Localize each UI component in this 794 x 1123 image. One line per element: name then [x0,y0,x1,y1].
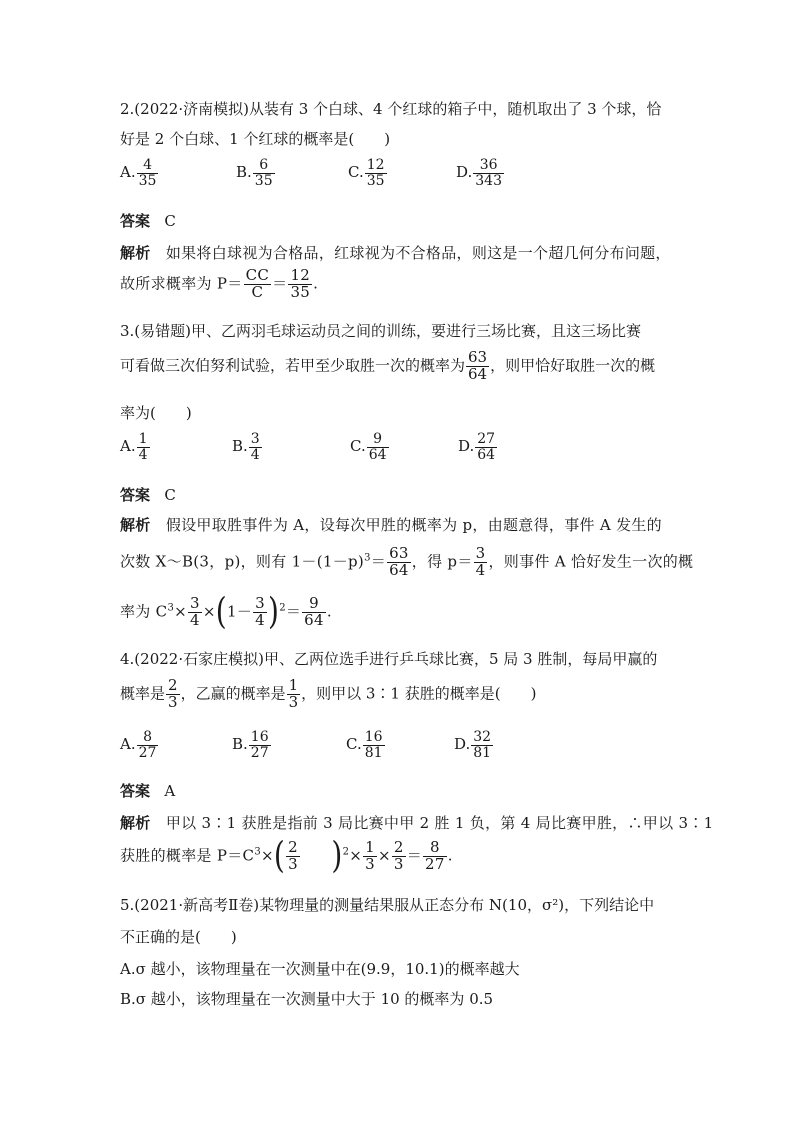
q2-option-d: D. $\frac{36}{343}$ [456,157,502,189]
q4-option-d: D. $\frac{32}{81}$ [454,729,492,761]
q3-answer: 答案 C [120,486,176,504]
q3-option-c: C. $\frac{9}{64}$ [350,431,387,463]
q2-option-a: A. $\frac{4}{35}$ [120,157,157,189]
q2-analysis-line2: 故所求概率为 P＝ $\frac{CC}{C}$ ＝ $\frac{12}{35}$ . [120,266,319,301]
q2-option-b: B. $\frac{6}{35}$ [236,157,273,189]
q2-stem-line2: 好是 2 个白球、1 个红球的概率是( ) [120,130,391,148]
q3-stem-line2: 可看做三次伯努利试验，若甲至少取胜一次的概率为 $\frac{63}{64}$ ，则甲恰好取胜一次的概 [120,348,656,383]
q4-analysis-line1: 解析 甲以 3∶1 获胜是指前 3 局比赛中甲 2 胜 1 负，第 4 局比赛甲胜，∴甲以 3∶1 [120,814,714,832]
q4-answer: 答案 A [120,782,176,800]
q2-answer: 答案 C [120,212,176,230]
q3-analysis-line1: 解析 假设甲取胜事件为 A，设每次甲胜的概率为 p，由题意得，事件 A 发生的 [120,516,662,534]
q4-stem-line2: 概率是 $\frac{2}{3}$ ，乙赢的概率是 $\frac{1}{3}$ ，则甲以 3∶1 获胜的概率是( ) [120,676,537,711]
q4-stem-line1: 4.(2022·石家庄模拟)甲、乙两位选手进行乒乓球比赛，5 局 3 胜制，每局甲赢的 [120,650,658,668]
q3-analysis-line3: 率为 $C^3\times$ $\frac{3}{4}$ ×(1－ $\frac{3}{4}$ )$^2$＝ $\frac{9}{64}$ . [120,590,332,634]
q4-option-c: C. $\frac{16}{81}$ [346,729,383,761]
q3-stem-line1: 3.(易错题)甲、乙两羽毛球运动员之间的训练，要进行三场比赛，且这三场比赛 [120,322,642,340]
q5-option-a: A.σ 越小，该物理量在一次测量中在(9.9，10.1)的概率越大 [120,960,520,978]
q4-option-b: B. $\frac{16}{27}$ [232,729,269,761]
q5-stem-line1: 5.(2021·新高考Ⅱ卷)某物理量的测量结果服从正态分布 N(10，σ²)，下列结论中 [120,896,655,914]
q2-analysis-line1: 解析 如果将白球视为合格品，红球视为不合格品，则这是一个超几何分布问题， [120,244,671,262]
q2-option-c: C. $\frac{12}{35}$ [348,157,385,189]
q4-analysis-line2: 获胜的概率是 $P=C^3\times$( $\frac{2}{3}$ )$^2$× $\frac{1}{3}$ × $\frac{2}{3}$ ＝ $\frac{8}{27}$ . [120,834,453,878]
q3-option-d: D. $\frac{27}{64}$ [458,431,496,463]
q3-option-b: B. $\frac{3}{4}$ [232,431,260,463]
q5-stem-line2: 不正确的是( ) [120,928,237,946]
q3-analysis-line2: 次数 X～B(3，p)，则有 $1-(1-p)^3=$ $\frac{63}{64}$ ，得 p＝ $\frac{3}{4}$ ，则事件 A 恰好发生一次的概 [120,544,694,579]
q3-stem-line3: 率为( ) [120,404,192,422]
q5-option-b: B.σ 越小，该物理量在一次测量中大于 10 的概率为 0.5 [120,990,494,1008]
q4-option-a: A. $\frac{8}{27}$ [120,729,157,761]
q3-option-a: A. $\frac{1}{4}$ [120,431,148,463]
q2-stem-line1: 2.(2022·济南模拟)从装有 3 个白球、4 个红球的箱子中，随机取出了 3 个球，恰 [120,100,662,118]
